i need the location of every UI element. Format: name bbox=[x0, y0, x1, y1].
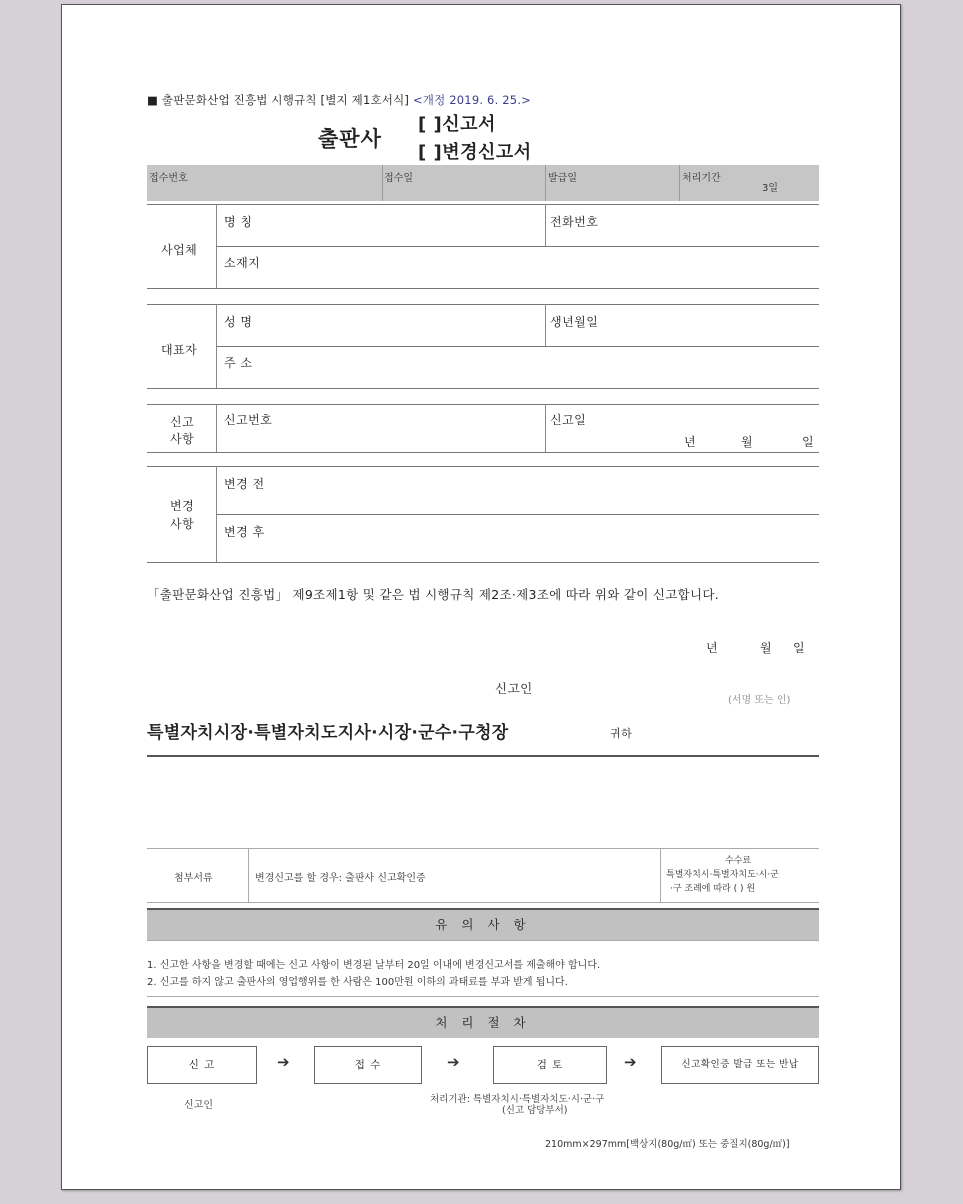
step-issue: 신고확인증 발급 또는 반납 bbox=[661, 1046, 819, 1084]
processing-days: 3일 bbox=[762, 183, 779, 194]
processing-period-label: 처리기간 bbox=[682, 173, 721, 184]
report-number-field[interactable]: 신고번호 bbox=[224, 413, 273, 427]
arrow-right-icon: ➔ bbox=[624, 1053, 637, 1071]
arrow-right-icon: ➔ bbox=[447, 1053, 460, 1071]
regulation-note bbox=[147, 92, 531, 108]
fee-label: 수수료 bbox=[725, 856, 752, 866]
business-name-field[interactable]: 명 칭 bbox=[224, 215, 253, 229]
option-change-checkbox[interactable]: [ ]변경신고서 bbox=[418, 142, 532, 163]
representative-birth-field[interactable]: 생년월일 bbox=[550, 315, 599, 329]
report-date-field[interactable]: 신고일 bbox=[550, 413, 587, 427]
revision-date: <개정 2019. 6. 25.> bbox=[412, 93, 532, 107]
paper-spec: 210mm×297mm[백상지(80g/㎡) 또는 중질지(80g/㎡)] bbox=[545, 1139, 790, 1150]
issue-date-label: 발급일 bbox=[548, 173, 577, 184]
note-item-1: 1. 신고한 사항을 변경할 때에는 신고 사항이 변경된 날부터 20일 이내에 변경신고서를 제출해야 합니다. bbox=[147, 960, 601, 971]
fee-line-2: ·구 조례에 따라 ( ) 원 bbox=[670, 884, 756, 894]
actor-reporter: 신고인 bbox=[184, 1100, 213, 1111]
note-item-2: 2. 신고를 하지 않고 출판사의 영업행위를 한 사람은 100만원 이하의 과태료를 부과 받게 됩니다. bbox=[147, 977, 568, 988]
notes-title: 유 의 사 항 bbox=[147, 908, 819, 940]
step-review: 검 토 bbox=[493, 1046, 607, 1084]
step-receipt: 접 수 bbox=[314, 1046, 422, 1084]
actor-agency-line-1: 처리기관: 특별자치시·특별자치도·시·군·구 bbox=[430, 1094, 605, 1105]
recipient-authority: 특별자치시장·특별자치도지사·시장·군수·구청장 bbox=[147, 723, 509, 743]
declaration-day-label: 일 bbox=[793, 641, 806, 655]
representative-name-field[interactable]: 성 명 bbox=[224, 315, 253, 329]
change-section-label-2: 사항 bbox=[170, 517, 195, 531]
attachments-content: 변경신고를 할 경우: 출판사 신고확인증 bbox=[255, 873, 426, 884]
recipient-suffix: 귀하 bbox=[610, 727, 633, 740]
procedure-title: 처 리 절 차 bbox=[147, 1006, 819, 1038]
receipt-number-label: 접수번호 bbox=[149, 173, 188, 184]
change-before-field[interactable]: 변경 전 bbox=[224, 477, 265, 491]
actor-agency-line-2: (신고 담당부서) bbox=[502, 1105, 568, 1116]
business-phone-field[interactable]: 전화번호 bbox=[550, 215, 599, 229]
arrow-right-icon: ➔ bbox=[277, 1053, 290, 1071]
declaration-month-label: 월 bbox=[760, 641, 773, 655]
representative-address-field[interactable]: 주 소 bbox=[224, 356, 253, 370]
report-section-label-1: 신고 bbox=[170, 415, 195, 429]
fee-line-1: 특별자치시·특별자치도·시·군 bbox=[666, 870, 779, 880]
signature-hint[interactable]: (서명 또는 인) bbox=[728, 695, 791, 706]
business-location-field[interactable]: 소재지 bbox=[224, 256, 261, 270]
business-section-label: 사업체 bbox=[161, 243, 198, 257]
report-year-label: 년 bbox=[684, 435, 697, 449]
change-section-label-1: 변경 bbox=[170, 499, 195, 513]
change-after-field[interactable]: 변경 후 bbox=[224, 525, 265, 539]
option-report-checkbox[interactable]: [ ]신고서 bbox=[418, 114, 496, 135]
declaration-text: 「출판문화산업 진흥법」 제9조제1항 및 같은 법 시행규칙 제2조·제3조에 따라 위와 같이 신고합니다. bbox=[147, 587, 720, 602]
form-page bbox=[61, 4, 901, 1190]
representative-section-label: 대표자 bbox=[161, 343, 198, 357]
report-section-label-2: 사항 bbox=[170, 432, 195, 446]
declaration-year-label: 년 bbox=[706, 641, 719, 655]
form-title: 출판사 bbox=[318, 127, 382, 151]
attachments-label: 첨부서류 bbox=[174, 873, 213, 884]
report-day-label: 일 bbox=[802, 435, 815, 449]
receipt-date-label: 접수일 bbox=[384, 173, 413, 184]
regulation-label: ■ 출판문화산업 진흥법 시행규칙 [별지 제1호서식] bbox=[147, 93, 410, 107]
report-month-label: 월 bbox=[741, 435, 754, 449]
reporter-label: 신고인 bbox=[495, 681, 533, 696]
step-report: 신 고 bbox=[147, 1046, 257, 1084]
